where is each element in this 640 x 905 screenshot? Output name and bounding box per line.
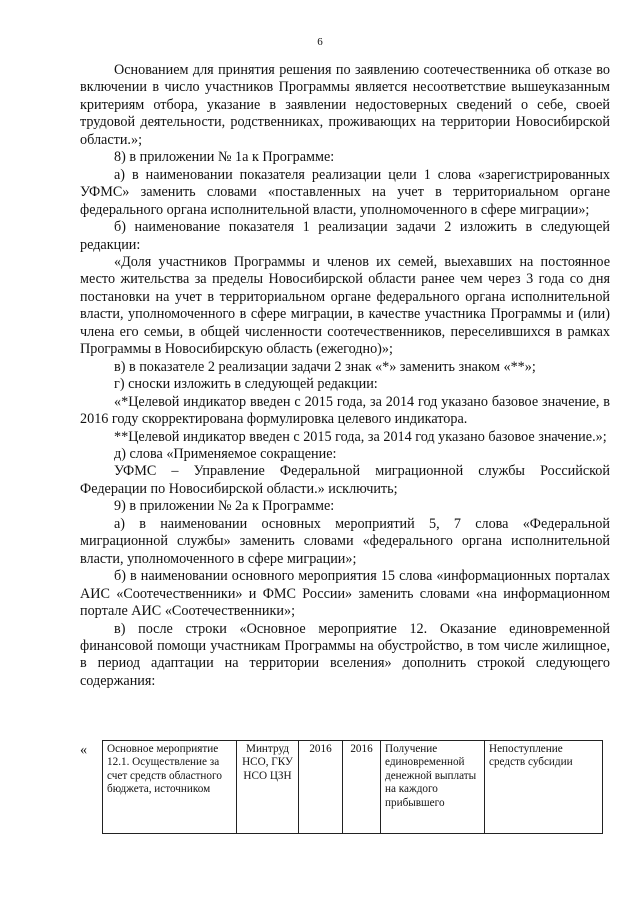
paragraph-item-9b: б) в наименовании основного мероприятия 15 слова «информационных порталах АИС «Соотечественники» и ФМС России» заменить словами «на информационном портале АИС «Соотечественники»; xyxy=(80,568,610,620)
paragraph-footnote-1: «*Целевой индикатор введен с 2015 года, за 2014 год указано базовое значение, в 2016 году скорректирована формулировка целевого индикатора. xyxy=(80,393,610,428)
paragraph-rejection-grounds: Основанием для принятия решения по заявлению соотечественника об отказе во включении в число участников Программы является несоответствие вышеуказанным критериям отбора, указание в заявлении недостоверных сведений о себе, своей трудовой деятельности, родственниках, проживающих на территории Новосибирской области.»; xyxy=(80,62,610,148)
document-body xyxy=(80,62,610,690)
opening-quote: « xyxy=(80,742,88,758)
cell-risk: Непоступление средств субсидии xyxy=(485,741,603,834)
cell-responsible: Минтруд НСО, ГКУ НСО ЦЗН xyxy=(237,741,299,834)
measures-table xyxy=(102,740,603,834)
cell-start-year: 2016 xyxy=(299,741,343,834)
page-number: 6 xyxy=(317,36,323,48)
paragraph-item-8b: б) наименование показателя 1 реализации задачи 2 изложить в следующей редакции: xyxy=(80,219,610,253)
paragraph-abbreviation: УФМС – Управление Федеральной миграционной службы Российской Федерации по Новосибирской области.» исключить; xyxy=(80,463,610,497)
cell-expected-result: Получение единовременной денежной выплаты на каждого прибывшего xyxy=(381,741,485,834)
paragraph-item-9a: а) в наименовании основных мероприятий 5, 7 слова «Федеральной миграционной службы» заменить словами «федерального органа исполнительной власти, уполномоченного в сфере миграции»; xyxy=(80,515,610,567)
table-row xyxy=(103,741,603,834)
paragraph-footnote-2: **Целевой индикатор введен с 2015 года, за 2014 год указано базовое значение.»; xyxy=(114,428,607,445)
paragraph-item-8d: д) слова «Применяемое сокращение: xyxy=(114,445,337,462)
paragraph-indicator-definition: «Доля участников Программы и членов их семей, выехавших на постоянное место жительства за пределы Новосибирской области ранее чем через 3 года со дня постановки на учет в территориальном органе федерального органа исполнительной власти, уполномоченного в сфере миграции, в качестве участника Программы и (или) члена его семьи, в общей численности соотечественников, переселившихся в рамках Программы в Новосибирскую область (ежегодно)»; xyxy=(80,253,610,358)
paragraph-item-8v: в) в показателе 2 реализации задачи 2 знак «*» заменить знаком «**»; xyxy=(114,358,536,375)
paragraph-item-9v: в) после строки «Основное мероприятие 12. Оказание единовременной финансовой помощи участникам Программы на обустройство, в том числе жилищное, в период адаптации на территории вселения» дополнить строкой следующего содержания: xyxy=(80,620,610,689)
paragraph-item-8a: а) в наименовании показателя реализации цели 1 слова «зарегистрированных УФМС» заменить словами «поставленных на учет в территориальном органе федерального органа исполнительной власти, уполномоченного в сфере миграции»; xyxy=(80,166,610,218)
cell-measure-name: Основное мероприятие 12.1. Осуществление за счет средств областного бюджета, источником xyxy=(103,741,237,834)
paragraph-item-9: 9) в приложении № 2а к Программе: xyxy=(114,498,335,515)
paragraph-item-8g: г) сноски изложить в следующей редакции: xyxy=(114,376,378,393)
cell-end-year: 2016 xyxy=(343,741,381,834)
paragraph-item-8: 8) в приложении № 1а к Программе: xyxy=(114,149,335,166)
